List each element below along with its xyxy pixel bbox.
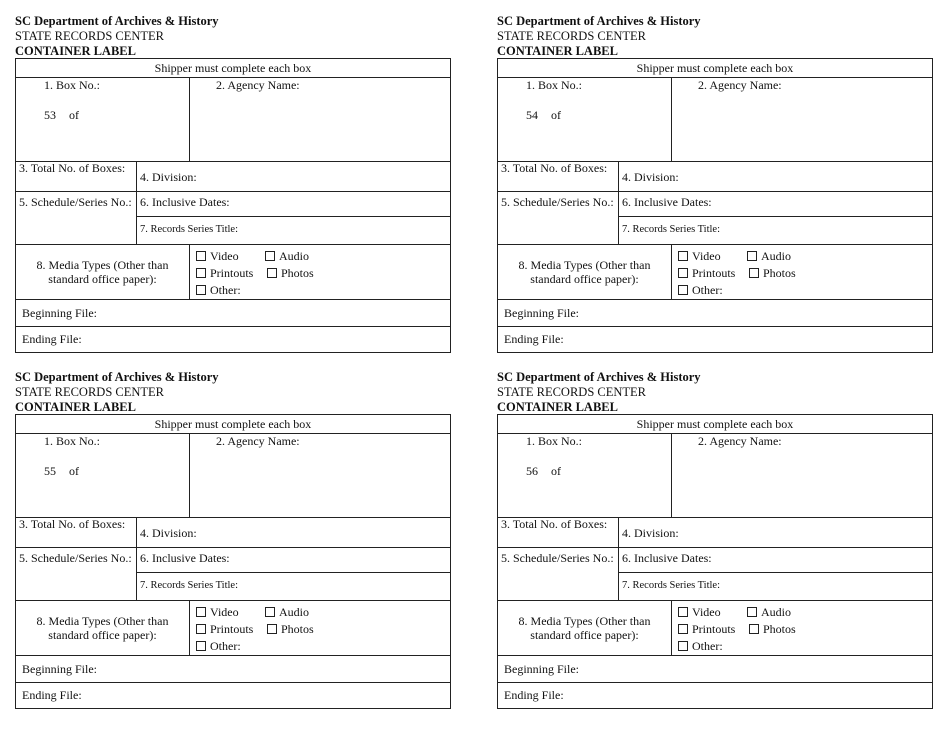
printouts-label: Printouts	[692, 622, 736, 636]
audio-checkbox[interactable]	[265, 251, 275, 261]
printouts-checkbox[interactable]	[678, 624, 688, 634]
video-label: Video	[210, 605, 239, 619]
divider	[16, 299, 450, 300]
box-number: 54	[526, 108, 538, 122]
divider	[16, 244, 450, 245]
inclusive-dates-label: 6. Inclusive Dates:	[140, 551, 230, 565]
container-label-form	[15, 58, 451, 353]
media-types-line-2: standard office paper):	[48, 628, 157, 642]
photos-checkbox[interactable]	[749, 624, 759, 634]
beginning-file-label: Beginning File:	[22, 306, 97, 320]
divider	[16, 191, 450, 192]
divider	[498, 299, 932, 300]
records-center-name: STATE RECORDS CENTER	[497, 29, 647, 43]
agency-name-label: 2. Agency Name:	[698, 434, 782, 448]
audio-label: Audio	[761, 249, 791, 263]
beginning-file-label: Beginning File:	[504, 662, 579, 676]
media-video-option[interactable]	[196, 249, 239, 263]
audio-checkbox[interactable]	[747, 607, 757, 617]
of-text: of	[551, 464, 561, 478]
box-no-label: 1. Box No.:	[44, 78, 101, 92]
divider	[136, 161, 137, 244]
records-center-name: STATE RECORDS CENTER	[497, 385, 647, 399]
media-video-option[interactable]	[196, 605, 239, 619]
box-no-label: 1. Box No.:	[526, 78, 583, 92]
media-other-option[interactable]	[678, 639, 723, 653]
photos-label: Photos	[763, 622, 796, 636]
shipper-instruction: Shipper must complete each box	[636, 61, 794, 75]
photos-checkbox[interactable]	[749, 268, 759, 278]
media-other-option[interactable]	[196, 639, 241, 653]
schedule-series-label: 5. Schedule/Series No.:	[501, 551, 614, 565]
of-text: of	[69, 108, 79, 122]
audio-label: Audio	[279, 249, 309, 263]
schedule-series-label: 5. Schedule/Series No.:	[501, 195, 614, 209]
label-title: CONTAINER LABEL	[497, 400, 618, 414]
divider	[671, 600, 672, 655]
media-printouts-option[interactable]	[678, 266, 735, 280]
other-checkbox[interactable]	[196, 641, 206, 651]
ending-file-label: Ending File:	[504, 332, 564, 346]
video-checkbox[interactable]	[196, 607, 206, 617]
media-printouts-option[interactable]	[196, 266, 253, 280]
beginning-file-label: Beginning File:	[504, 306, 579, 320]
inclusive-dates-label: 6. Inclusive Dates:	[622, 551, 712, 565]
video-label: Video	[692, 605, 721, 619]
ending-file-label: Ending File:	[504, 688, 564, 702]
media-photos-option[interactable]	[749, 622, 796, 636]
media-other-option[interactable]	[196, 283, 241, 297]
ending-file-label: Ending File:	[22, 332, 82, 346]
agency-name-label: 2. Agency Name:	[216, 434, 300, 448]
photos-label: Photos	[281, 622, 314, 636]
shipper-instruction: Shipper must complete each box	[154, 61, 312, 75]
container-label	[497, 370, 935, 702]
divider	[16, 547, 450, 548]
agency-name-label: 2. Agency Name:	[216, 78, 300, 92]
media-printouts-option[interactable]	[196, 622, 253, 636]
printouts-checkbox[interactable]	[678, 268, 688, 278]
department-name: SC Department of Archives & History	[497, 370, 701, 384]
divider	[498, 326, 932, 327]
audio-checkbox[interactable]	[747, 251, 757, 261]
photos-label: Photos	[763, 266, 796, 280]
records-series-title-label: 7. Records Series Title:	[622, 224, 721, 235]
of-text: of	[551, 108, 561, 122]
shipper-instruction: Shipper must complete each box	[636, 417, 794, 431]
label-title: CONTAINER LABEL	[15, 400, 136, 414]
department-name: SC Department of Archives & History	[497, 14, 701, 28]
media-types-line-1: 8. Media Types (Other than	[36, 258, 169, 272]
divider	[498, 547, 932, 548]
division-label: 4. Division:	[622, 170, 679, 184]
media-types-line-1: 8. Media Types (Other than	[36, 614, 169, 628]
box-number: 56	[526, 464, 538, 478]
media-audio-option[interactable]	[265, 249, 309, 263]
video-checkbox[interactable]	[678, 251, 688, 261]
media-audio-option[interactable]	[747, 249, 791, 263]
divider	[671, 244, 672, 299]
photos-checkbox[interactable]	[267, 268, 277, 278]
divider	[498, 600, 932, 601]
records-center-name: STATE RECORDS CENTER	[15, 385, 165, 399]
label-header	[15, 14, 453, 59]
divider	[498, 682, 932, 683]
total-boxes-label: 3. Total No. of Boxes:	[501, 161, 608, 175]
media-photos-option[interactable]	[267, 266, 314, 280]
records-series-title-label: 7. Records Series Title:	[622, 580, 721, 591]
printouts-label: Printouts	[210, 622, 254, 636]
printouts-checkbox[interactable]	[196, 268, 206, 278]
inclusive-dates-label: 6. Inclusive Dates:	[140, 195, 230, 209]
records-series-title-label: 7. Records Series Title:	[140, 224, 239, 235]
label-header	[497, 14, 935, 59]
media-types-line-2: standard office paper):	[530, 272, 639, 286]
divider	[189, 433, 190, 517]
divider	[136, 572, 450, 573]
box-no-label: 1. Box No.:	[526, 434, 583, 448]
records-series-title-label: 7. Records Series Title:	[140, 580, 239, 591]
divider	[189, 600, 190, 655]
divider	[136, 517, 137, 600]
records-center-name: STATE RECORDS CENTER	[15, 29, 165, 43]
container-label	[15, 14, 453, 346]
other-checkbox[interactable]	[678, 641, 688, 651]
media-video-option[interactable]	[678, 249, 721, 263]
other-label: Other:	[210, 283, 241, 297]
beginning-file-label: Beginning File:	[22, 662, 97, 676]
label-title: CONTAINER LABEL	[15, 44, 136, 58]
photos-checkbox[interactable]	[267, 624, 277, 634]
media-photos-option[interactable]	[749, 266, 796, 280]
other-label: Other:	[692, 639, 723, 653]
label-title: CONTAINER LABEL	[497, 44, 618, 58]
media-types-label	[498, 258, 671, 286]
box-number: 55	[44, 464, 56, 478]
audio-label: Audio	[279, 605, 309, 619]
divider	[189, 77, 190, 161]
media-types-line-2: standard office paper):	[48, 272, 157, 286]
media-printouts-option[interactable]	[678, 622, 735, 636]
media-photos-option[interactable]	[267, 622, 314, 636]
video-label: Video	[210, 249, 239, 263]
inclusive-dates-label: 6. Inclusive Dates:	[622, 195, 712, 209]
ending-file-label: Ending File:	[22, 688, 82, 702]
box-number: 53	[44, 108, 56, 122]
division-label: 4. Division:	[140, 170, 197, 184]
video-checkbox[interactable]	[196, 251, 206, 261]
printouts-label: Printouts	[210, 266, 254, 280]
divider	[618, 572, 932, 573]
media-video-option[interactable]	[678, 605, 721, 619]
media-types-label	[16, 614, 189, 642]
other-label: Other:	[692, 283, 723, 297]
other-checkbox[interactable]	[678, 285, 688, 295]
container-label-form	[497, 414, 933, 709]
media-types-line-1: 8. Media Types (Other than	[518, 258, 651, 272]
divider	[16, 326, 450, 327]
video-label: Video	[692, 249, 721, 263]
divider	[671, 77, 672, 161]
divider	[16, 682, 450, 683]
total-boxes-label: 3. Total No. of Boxes:	[19, 161, 126, 175]
container-label-form	[15, 414, 451, 709]
container-label-form	[497, 58, 933, 353]
box-number-value[interactable]	[44, 464, 79, 478]
media-types-label	[16, 258, 189, 286]
divider	[498, 244, 932, 245]
division-label: 4. Division:	[622, 526, 679, 540]
shipper-instruction: Shipper must complete each box	[154, 417, 312, 431]
agency-name-label: 2. Agency Name:	[698, 78, 782, 92]
department-name: SC Department of Archives & History	[15, 14, 219, 28]
divider	[618, 517, 619, 600]
divider	[16, 600, 450, 601]
printouts-label: Printouts	[692, 266, 736, 280]
other-label: Other:	[210, 639, 241, 653]
media-types-label	[498, 614, 671, 642]
label-header	[15, 370, 453, 415]
of-text: of	[69, 464, 79, 478]
media-other-option[interactable]	[678, 283, 723, 297]
department-name: SC Department of Archives & History	[15, 370, 219, 384]
total-boxes-label: 3. Total No. of Boxes:	[501, 517, 608, 531]
divider	[189, 244, 190, 299]
schedule-series-label: 5. Schedule/Series No.:	[19, 551, 132, 565]
schedule-series-label: 5. Schedule/Series No.:	[19, 195, 132, 209]
box-number-value[interactable]	[44, 108, 79, 122]
media-audio-option[interactable]	[265, 605, 309, 619]
media-audio-option[interactable]	[747, 605, 791, 619]
divider	[618, 161, 619, 244]
audio-checkbox[interactable]	[265, 607, 275, 617]
divider	[671, 433, 672, 517]
divider	[136, 216, 450, 217]
division-label: 4. Division:	[140, 526, 197, 540]
media-types-line-2: standard office paper):	[530, 628, 639, 642]
divider	[498, 191, 932, 192]
label-header	[497, 370, 935, 415]
container-label	[15, 370, 453, 702]
other-checkbox[interactable]	[196, 285, 206, 295]
photos-label: Photos	[281, 266, 314, 280]
total-boxes-label: 3. Total No. of Boxes:	[19, 517, 126, 531]
video-checkbox[interactable]	[678, 607, 688, 617]
media-types-line-1: 8. Media Types (Other than	[518, 614, 651, 628]
box-number-value[interactable]	[526, 108, 561, 122]
printouts-checkbox[interactable]	[196, 624, 206, 634]
divider	[618, 216, 932, 217]
audio-label: Audio	[761, 605, 791, 619]
box-number-value[interactable]	[526, 464, 561, 478]
divider	[498, 655, 932, 656]
divider	[16, 655, 450, 656]
box-no-label: 1. Box No.:	[44, 434, 101, 448]
container-label	[497, 14, 935, 346]
